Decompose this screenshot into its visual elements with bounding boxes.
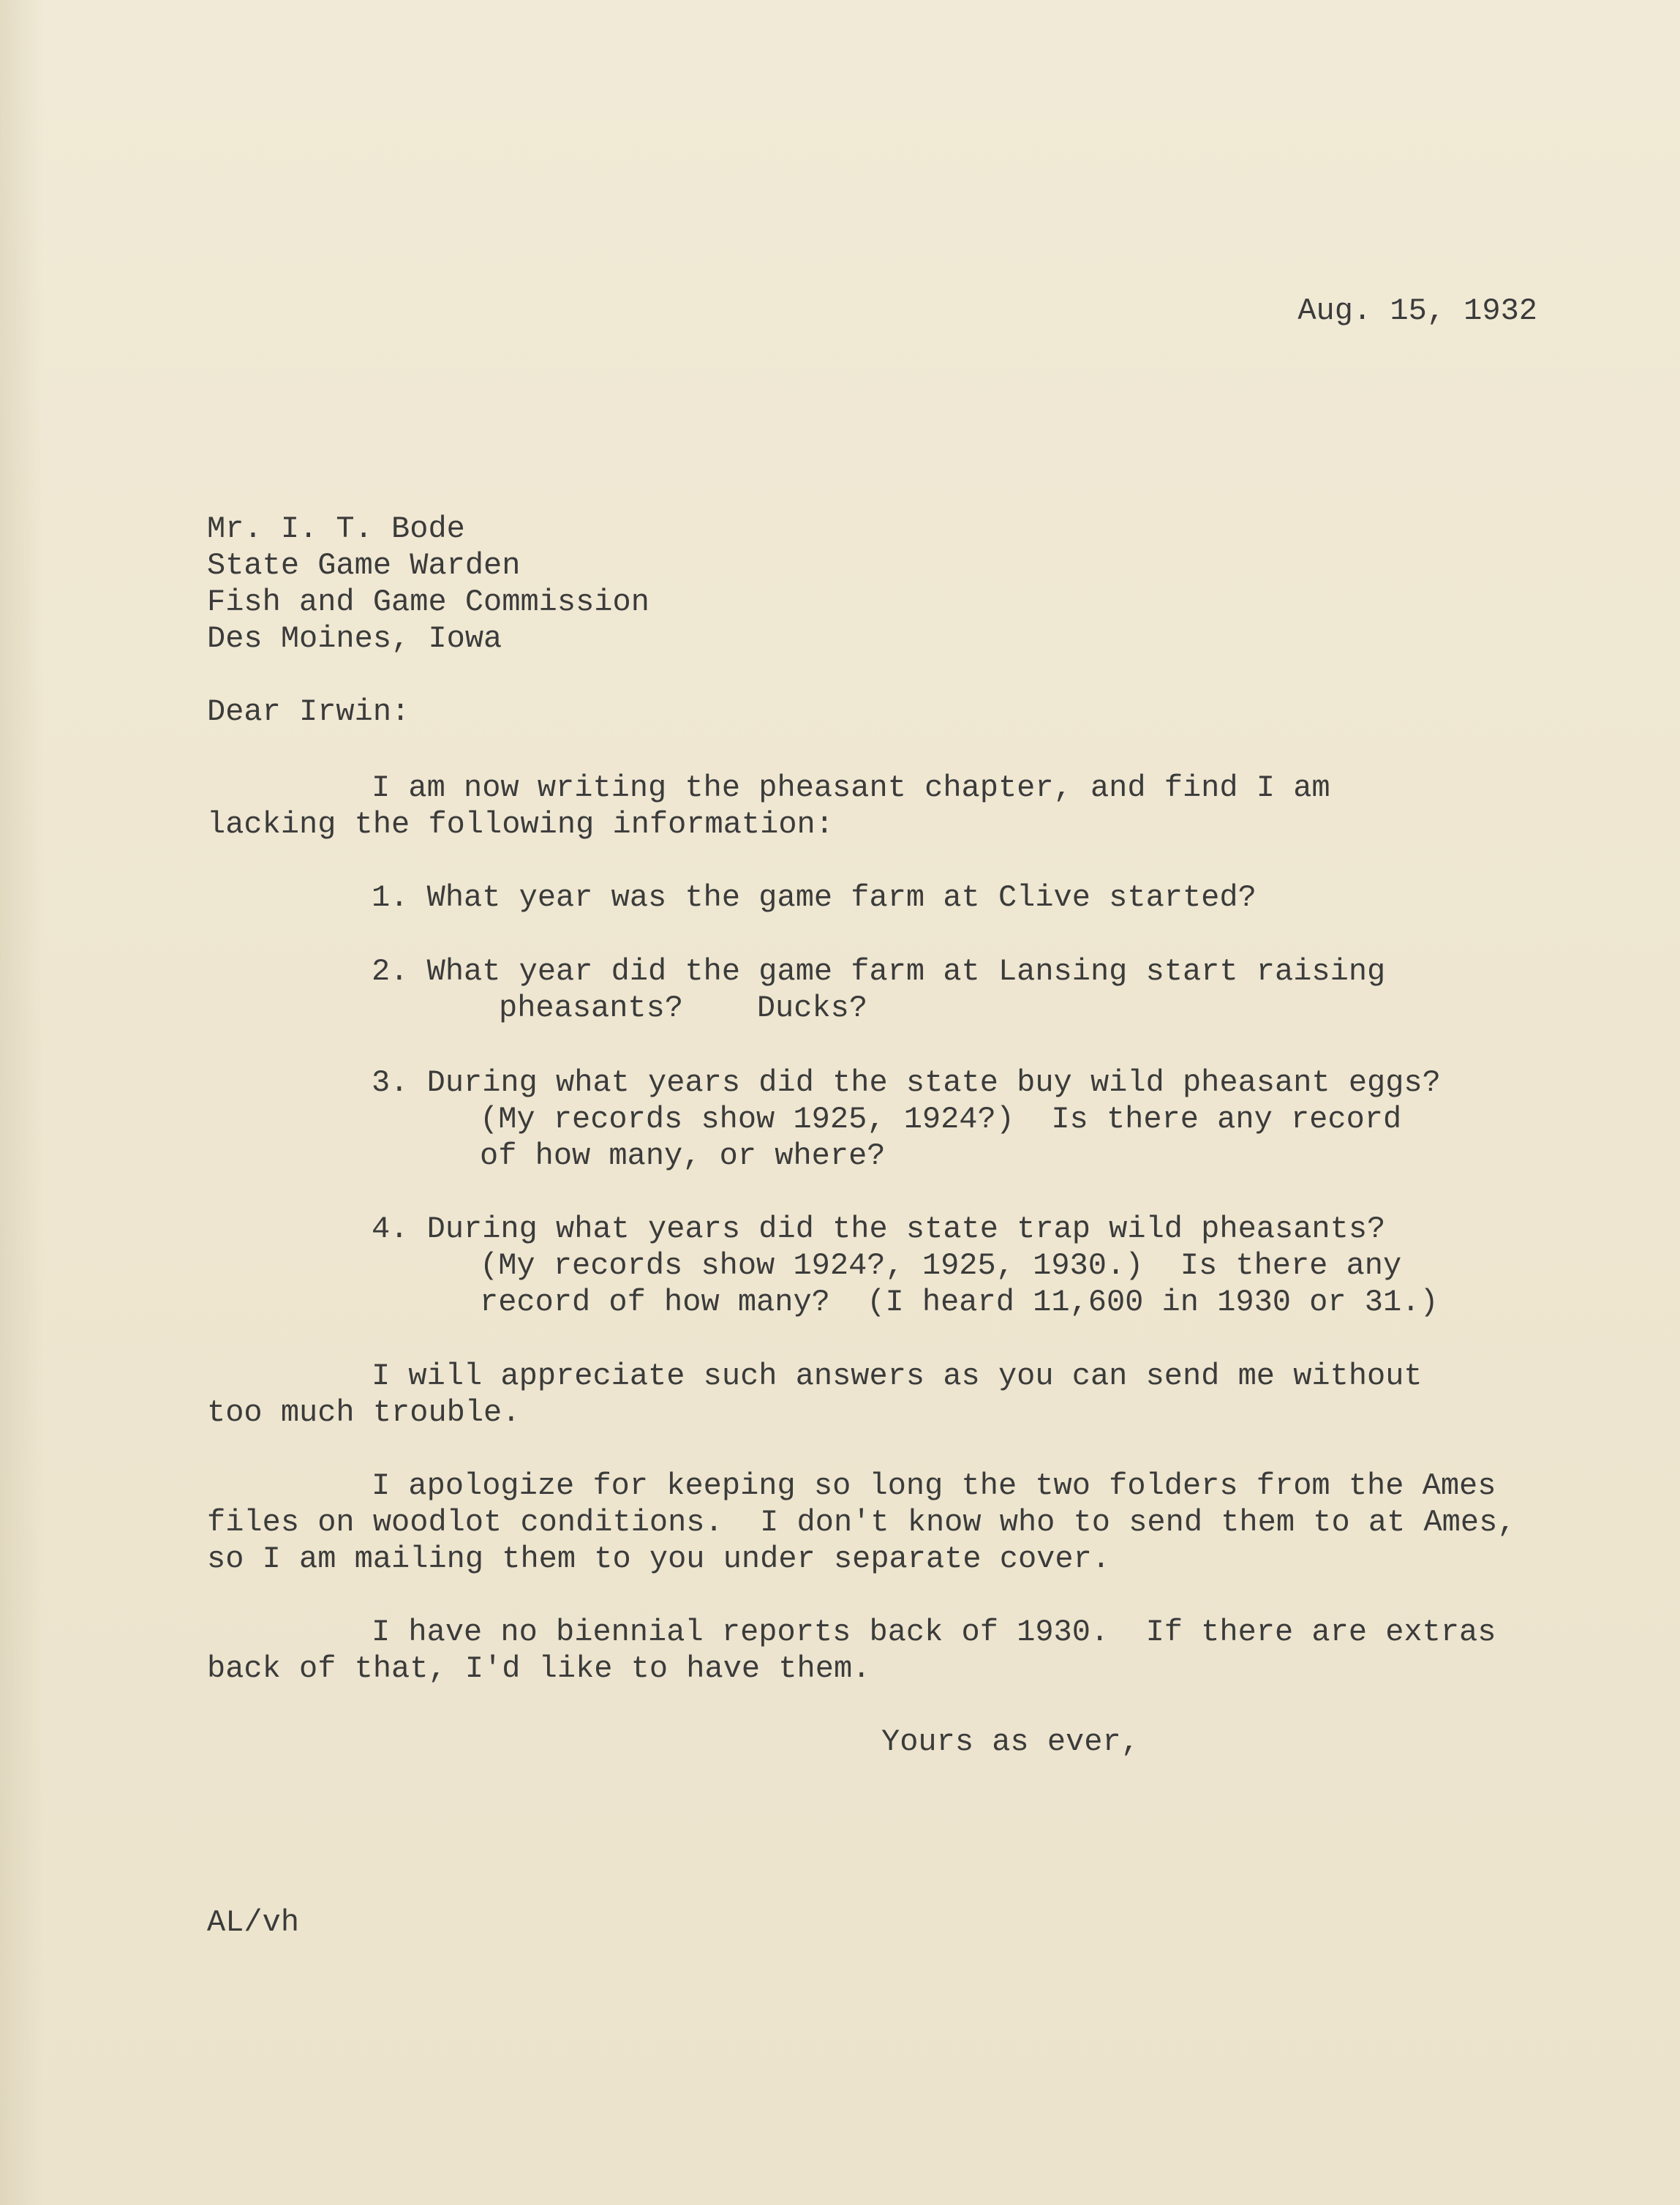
letter-date: Aug. 15, 1932 [1297,293,1537,328]
recipient-line: Mr. I. T. Bode [207,511,465,546]
recipient-line: Des Moines, Iowa [207,621,502,656]
paragraph-line: too much trouble. [207,1395,521,1430]
paragraph-line: I have no biennial reports back of 1930. If there are extras [372,1615,1496,1650]
question-line: 2. What year did the game farm at Lansing start raising [372,954,1386,989]
paragraph-line: I will appreciate such answers as you can send me without [372,1359,1423,1394]
question-line: (My records show 1925, 1924?) Is there any record [480,1102,1402,1137]
paragraph-line: I apologize for keeping so long the two folders from the Ames [372,1468,1496,1503]
paragraph-line: lacking the following information: [207,807,834,842]
question-line: record of how many? (I heard 11,600 in 1930 or 31.) [480,1285,1439,1320]
question-line: of how many, or where? [480,1138,886,1173]
paragraph-line: so I am mailing them to you under separate cover. [207,1541,1111,1577]
paragraph-line: files on woodlot conditions. I don't know who to send them to at Ames, [207,1505,1516,1540]
paragraph-line: back of that, I'd like to have them. [207,1651,871,1686]
recipient-line: State Game Warden [207,548,521,583]
recipient-line: Fish and Game Commission [207,585,649,620]
paragraph-line: I am now writing the pheasant chapter, and find I am [372,770,1330,805]
question-line: pheasants? Ducks? [499,991,868,1026]
question-line: 4. During what years did the state trap wild pheasants? [372,1212,1386,1247]
closing: Yours as ever, [881,1724,1140,1759]
question-line: 1. What year was the game farm at Clive started? [372,880,1257,915]
question-line: (My records show 1924?, 1925, 1930.) Is there any [480,1248,1402,1283]
typist-initials: AL/vh [207,1905,300,1940]
question-line: 3. During what years did the state buy wild pheasant eggs? [372,1065,1441,1100]
salutation: Dear Irwin: [207,694,410,729]
paper-edge-shadow [0,0,44,2205]
